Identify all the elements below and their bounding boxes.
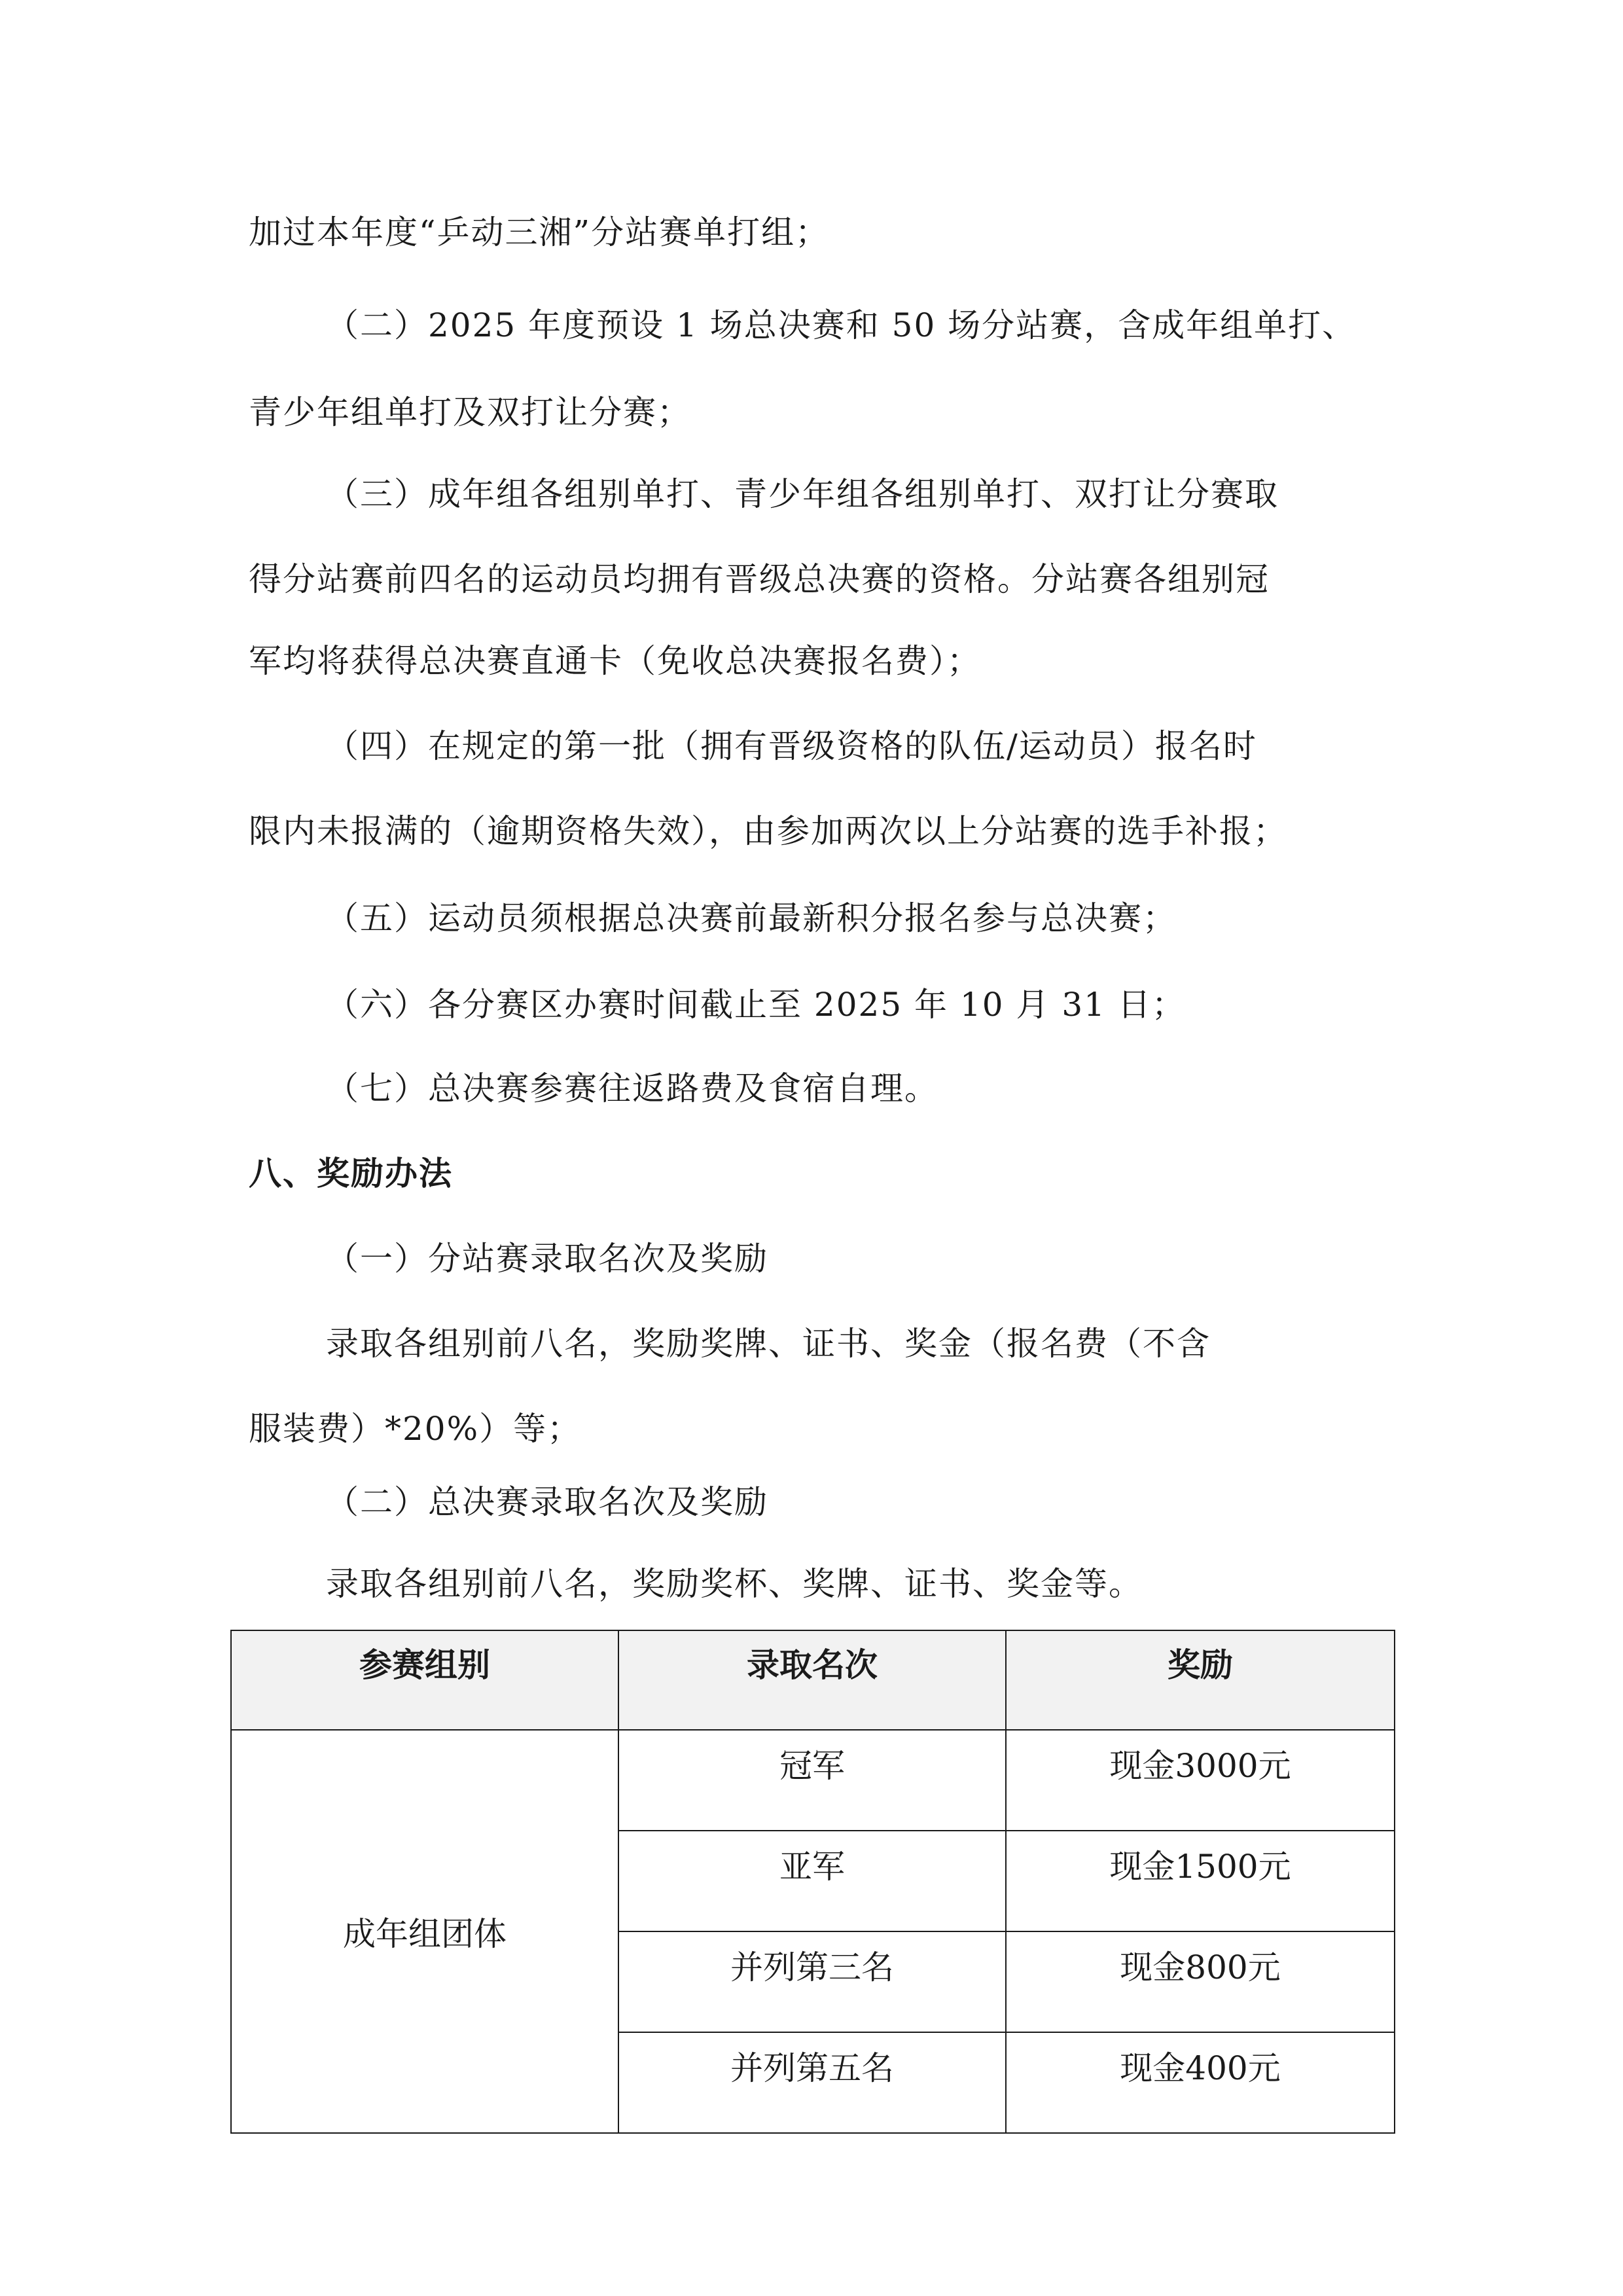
reward-cell: 现金400元	[1006, 2032, 1395, 2133]
rank-cell: 冠军	[618, 1730, 1006, 1831]
paragraph-line: （五）运动员须根据总决赛前最新积分报名参与总决赛；	[326, 899, 1177, 937]
paragraph-line: （二）2025 年度预设 1 场总决赛和 50 场分站赛，含成年组单打、	[326, 306, 1357, 344]
section-heading: 八、奖励办法	[249, 1155, 453, 1193]
table-header-row	[231, 1630, 1395, 1730]
table-header-cell: 录取名次	[618, 1630, 1006, 1730]
paragraph-line: （六）各分赛区办赛时间截止至 2025 年 10 月 31 日；	[326, 986, 1186, 1024]
table-header-cell: 参赛组别	[231, 1630, 618, 1730]
reward-cell: 现金3000元	[1006, 1730, 1395, 1831]
paragraph-line: 得分站赛前四名的运动员均拥有晋级总决赛的资格。分站赛各组别冠	[249, 560, 1270, 598]
paragraph-line: 军均将获得总决赛直通卡（免收总决赛报名费）；	[249, 642, 981, 680]
rank-cell: 并列第三名	[618, 1931, 1006, 2032]
paragraph-line: 青少年组单打及双打让分赛；	[249, 393, 691, 431]
table-row	[231, 1730, 1395, 1831]
paragraph-line: （七）总决赛参赛往返路费及食宿自理。	[326, 1069, 938, 1107]
paragraph-line: （四）在规定的第一批（拥有晋级资格的队伍/运动员）报名时	[326, 727, 1257, 765]
paragraph-line: 加过本年度“乒动三湘”分站赛单打组；	[249, 213, 830, 251]
reward-cell: 现金1500元	[1006, 1831, 1395, 1931]
award-table	[230, 1630, 1395, 2134]
rank-cell: 并列第五名	[618, 2032, 1006, 2133]
table-header-cell: 奖励	[1006, 1630, 1395, 1730]
paragraph-line: 录取各组别前八名，奖励奖杯、奖牌、证书、奖金等。	[326, 1565, 1143, 1603]
paragraph-line: 录取各组别前八名，奖励奖牌、证书、奖金（报名费（不含	[326, 1325, 1211, 1363]
paragraph-line: 服装费）*20%）等；	[249, 1410, 582, 1448]
subsection-heading: （二）总决赛录取名次及奖励	[326, 1483, 768, 1521]
subsection-heading: （一）分站赛录取名次及奖励	[326, 1240, 768, 1278]
paragraph-line: 限内未报满的（逾期资格失效），由参加两次以上分站赛的选手补报；	[249, 812, 1287, 850]
paragraph-line: （三）成年组各组别单打、青少年组各组别单打、双打让分赛取	[326, 475, 1279, 513]
rank-cell: 亚军	[618, 1831, 1006, 1931]
group-cell: 成年组团体	[231, 1730, 618, 2133]
reward-cell: 现金800元	[1006, 1931, 1395, 2032]
